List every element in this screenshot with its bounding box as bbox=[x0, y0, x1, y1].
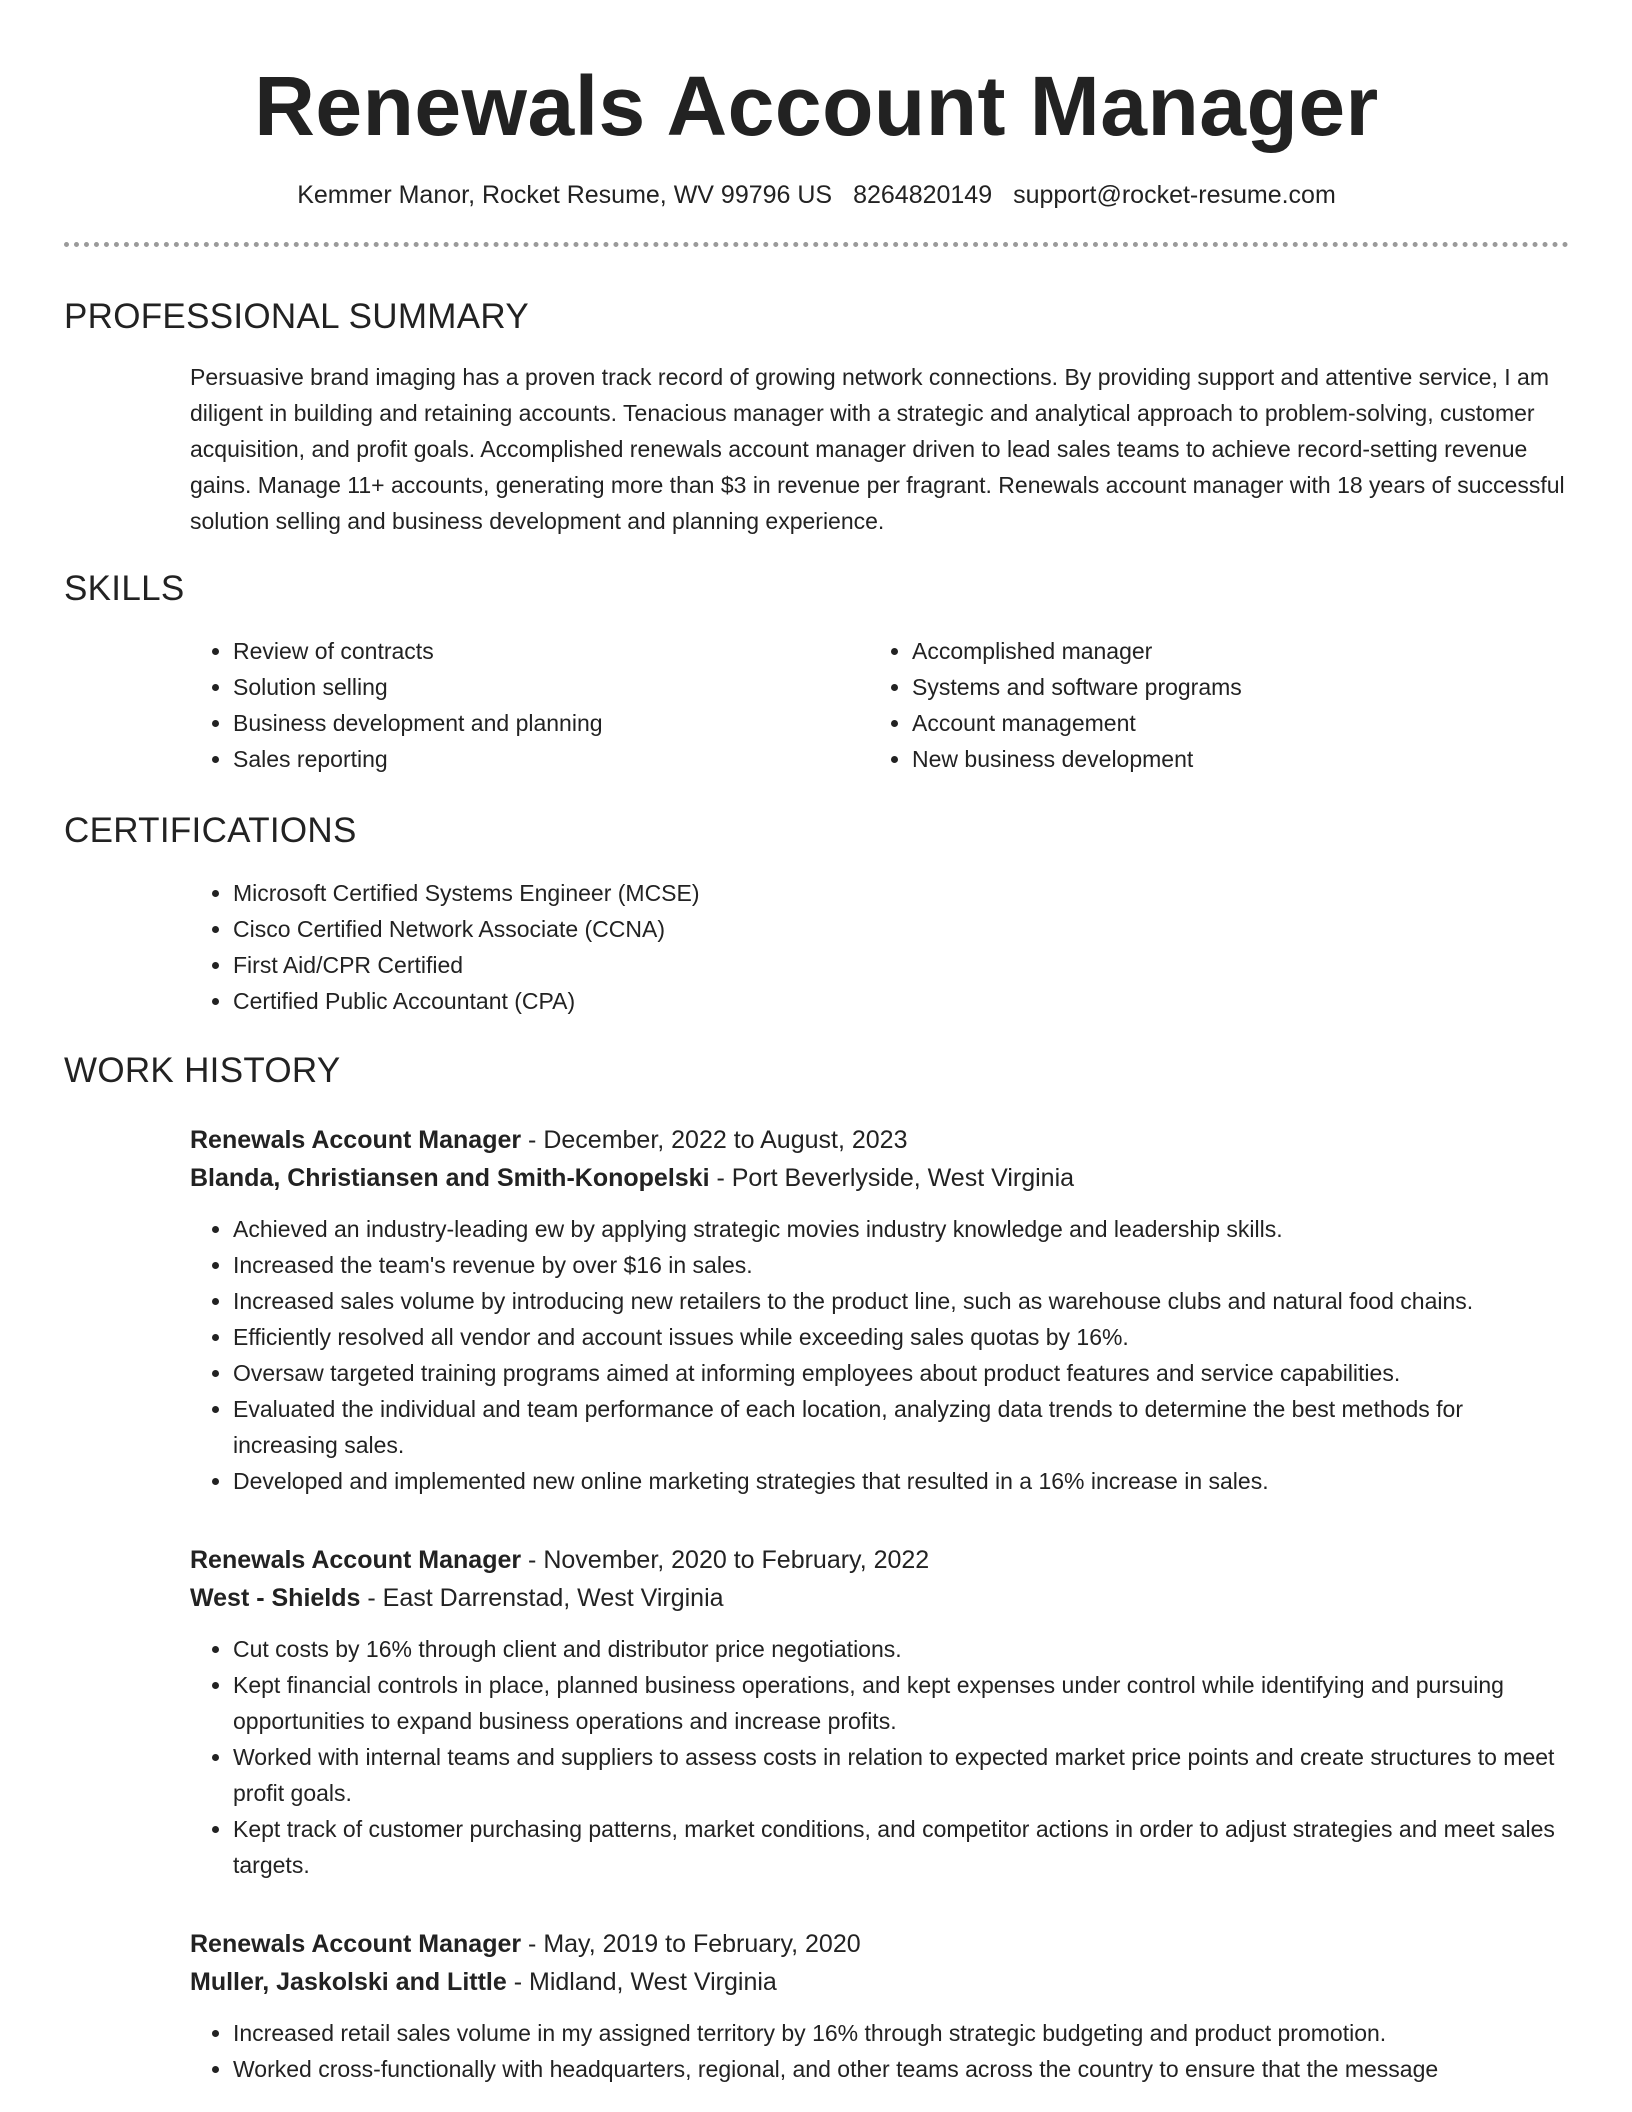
job-bullet: • Developed and implemented new online marketing strategies that resulted in a 16% increase in sales. bbox=[233, 1463, 1569, 1499]
job-company: Blanda, Christiansen and Smith-Konopelski bbox=[190, 1164, 710, 1192]
job-location: - East Darrenstad, West Virginia bbox=[360, 1584, 724, 1612]
job-bullet: • Worked with internal teams and suppliers to assess costs in relation to expected market price points and create structures to meet profit goals. bbox=[233, 1739, 1569, 1811]
skills-column-right bbox=[869, 633, 1548, 777]
job-title-line bbox=[190, 1925, 1569, 1963]
job-entry bbox=[190, 1121, 1569, 1499]
job-bullet: • Kept financial controls in place, planned business operations, and kept expenses under control while identifying and pursuing opportunities to expand business operations and increase profits. bbox=[233, 1667, 1569, 1739]
job-bullet: • Increased sales volume by introducing new retailers to the product line, such as warehouse clubs and natural food chains. bbox=[233, 1283, 1569, 1319]
certification-item: • First Aid/CPR Certified bbox=[233, 947, 1569, 983]
job-bullets bbox=[190, 1211, 1569, 1499]
resume-page bbox=[64, 0, 1569, 2087]
job-bullet: • Increased retail sales volume in my assigned territory by 16% through strategic budgeting and product promotion. bbox=[233, 2015, 1569, 2051]
job-company: Muller, Jaskolski and Little bbox=[190, 1968, 507, 1996]
job-title-line bbox=[190, 1541, 1569, 1579]
job-title-line bbox=[190, 1121, 1569, 1159]
job-company-line bbox=[190, 1159, 1569, 1197]
job-company: West - Shields bbox=[190, 1584, 361, 1612]
job-company-line bbox=[190, 1579, 1569, 1617]
job-bullet: • Oversaw targeted training programs aimed at informing employees about product features and service capabilities. bbox=[233, 1355, 1569, 1391]
job-role: Renewals Account Manager bbox=[190, 1126, 522, 1154]
job-entry bbox=[190, 1541, 1569, 1883]
section-title-skills: SKILLS bbox=[64, 569, 185, 608]
resume-name: Renewals Account Manager bbox=[254, 59, 1379, 153]
contact-email[interactable]: support@rocket-resume.com bbox=[1013, 181, 1336, 209]
job-dates: - December, 2022 to August, 2023 bbox=[521, 1126, 908, 1154]
job-bullet: • Worked cross-functionally with headquarters, regional, and other teams across the country to ensure that the message bbox=[233, 2051, 1569, 2087]
job-bullet: • Evaluated the individual and team performance of each location, analyzing data trends to determine the best methods for increasing sales. bbox=[233, 1391, 1569, 1463]
certifications-list bbox=[190, 875, 1569, 1019]
section-title-summary: PROFESSIONAL SUMMARY bbox=[64, 297, 529, 336]
job-bullet: • Kept track of customer purchasing patterns, market conditions, and competitor actions in order to adjust strategies and meet sales targets. bbox=[233, 1811, 1569, 1883]
certification-item: • Cisco Certified Network Associate (CCNA) bbox=[233, 911, 1569, 947]
job-bullet: • Increased the team's revenue by over $16 in sales. bbox=[233, 1247, 1569, 1283]
job-role: Renewals Account Manager bbox=[190, 1546, 522, 1574]
job-entry bbox=[190, 1925, 1569, 2087]
section-title-work-history: WORK HISTORY bbox=[64, 1051, 341, 1090]
section-title-certifications: CERTIFICATIONS bbox=[64, 811, 357, 850]
skill-item: • Review of contracts bbox=[233, 633, 869, 669]
summary-text: Persuasive brand imaging has a proven track record of growing network connections. By providing support and attentive service, I am diligent in building and retaining accounts. Tenacious manager with a strategic and analytical approach to problem-solving, customer acquisition, and profit goals. Accomplished renewals account manager driven to lead sales teams to achieve record-setting revenue gains. Manage 11+ accounts, generating more than $3 in revenue per fragrant. Renewals account manager with 18 years of successful solution selling and business development and planning experience. bbox=[190, 364, 1565, 534]
skill-item: • Accomplished manager bbox=[912, 633, 1548, 669]
skills-list bbox=[190, 633, 1569, 777]
job-bullet: • Cut costs by 16% through client and distributor price negotiations. bbox=[233, 1631, 1569, 1667]
skill-item: • Systems and software programs bbox=[912, 669, 1548, 705]
contact-line bbox=[64, 178, 1569, 212]
certification-item: • Microsoft Certified Systems Engineer (MCSE) bbox=[233, 875, 1569, 911]
skill-item: • Business development and planning bbox=[233, 705, 869, 741]
job-role: Renewals Account Manager bbox=[190, 1930, 522, 1958]
job-company-line bbox=[190, 1963, 1569, 2001]
job-location: - Midland, West Virginia bbox=[506, 1968, 777, 1996]
skills-column-left bbox=[190, 633, 869, 777]
job-bullet: • Achieved an industry-leading ew by applying strategic movies industry knowledge and leadership skills. bbox=[233, 1211, 1569, 1247]
skill-item: • Account management bbox=[912, 705, 1548, 741]
contact-phone: 8264820149 bbox=[853, 181, 993, 209]
skill-item: • Sales reporting bbox=[233, 741, 869, 777]
job-bullets bbox=[190, 2015, 1569, 2087]
contact-address: Kemmer Manor, Rocket Resume, WV 99796 US bbox=[297, 181, 833, 209]
header-divider bbox=[64, 242, 1569, 247]
certification-item: • Certified Public Accountant (CPA) bbox=[233, 983, 1569, 1019]
skill-item: • Solution selling bbox=[233, 669, 869, 705]
job-dates: - May, 2019 to February, 2020 bbox=[521, 1930, 861, 1958]
skill-item: • New business development bbox=[912, 741, 1548, 777]
job-bullets bbox=[190, 1631, 1569, 1883]
job-dates: - November, 2020 to February, 2022 bbox=[521, 1546, 930, 1574]
job-location: - Port Beverlyside, West Virginia bbox=[709, 1164, 1075, 1192]
job-bullet: • Efficiently resolved all vendor and account issues while exceeding sales quotas by 16%. bbox=[233, 1319, 1569, 1355]
